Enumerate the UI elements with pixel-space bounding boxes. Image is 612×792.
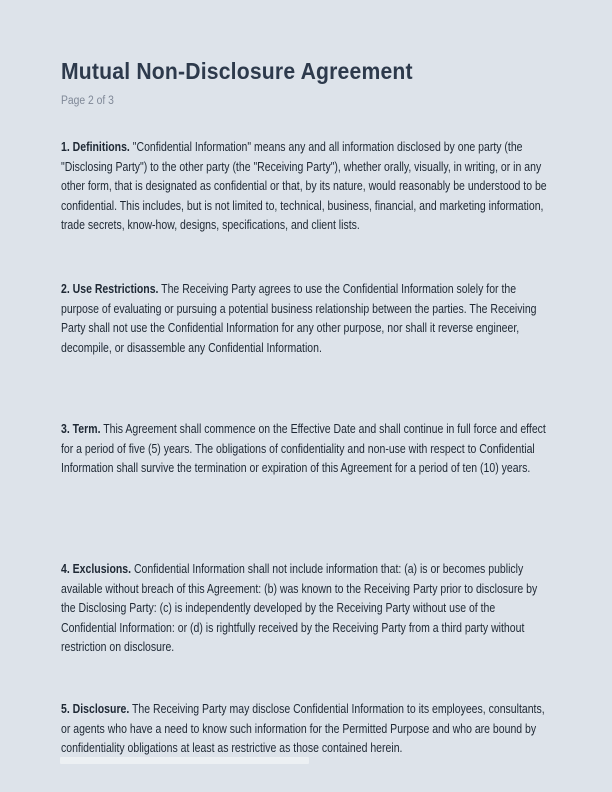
page-number-label: Page 2 of 3 <box>61 95 114 107</box>
section-use-restrictions-body: The Receiving Party agrees to use the Confidential Information solely for the purpose of evaluating or pursuing a potential business relationship between the parties. The Receiving Party shall not use the Confidential Information for any other purpose, nor shall it reverse engineer, decompile, or disassemble any Confidential Information. <box>61 282 537 355</box>
section-exclusions-heading: 4. Exclusions. <box>61 562 132 576</box>
section-exclusions-paragraph <box>61 560 552 658</box>
section-definitions <box>61 138 552 236</box>
section-use-restrictions-heading: 2. Use Restrictions. <box>61 282 159 296</box>
section-exclusions-body: Confidential Information shall not include information that: (a) is or becomes publicly available without breach of this Agreement: (b) was known to the Receiving Party prior to disclosure by the Disclosing Party: (c) is independently developed by the Receiving Party without use of the Confidential Information: or (d) is rightfully received by the Receiving Party from a third party without restriction on disclosure. <box>61 562 538 654</box>
faint-highlight <box>60 757 309 764</box>
page-title: Mutual Non-Disclosure Agreement <box>61 58 413 84</box>
section-definitions-paragraph <box>61 138 552 236</box>
section-disclosure <box>61 700 552 759</box>
section-disclosure-body: The Receiving Party may disclose Confidential Information to its employees, consultants, or agents who have a need to know such information for the Permitted Purpose and who are bound by confidentiality obligations at least as restrictive as those contained herein. <box>61 702 545 755</box>
section-disclosure-paragraph <box>61 700 552 759</box>
section-term-body: This Agreement shall commence on the Effective Date and shall continue in full force and effect for a period of five (5) years. The obligations of confidentiality and non-use with respect to Confidential Information shall survive the termination or expiration of this Agreement for a period of ten (10) years. <box>61 422 546 475</box>
section-use-restrictions-paragraph <box>61 280 552 358</box>
section-term-heading: 3. Term. <box>61 422 101 436</box>
section-definitions-body: "Confidential Information" means any and all information disclosed by one party (the "Disclosing Party") to the other party (the "Receiving Party"), whether orally, visually, in writing, or in any other form, that is designated as confidential or that, by its nature, would reasonably be understood to be confidential. This includes, but is not limited to, technical, business, financial, and marketing information, trade secrets, know-how, designs, specifications, and client lists. <box>61 140 547 232</box>
section-term-paragraph <box>61 420 552 479</box>
section-definitions-heading: 1. Definitions. <box>61 140 130 154</box>
section-exclusions <box>61 560 552 658</box>
section-term <box>61 420 552 479</box>
section-use-restrictions <box>61 280 552 358</box>
section-disclosure-heading: 5. Disclosure. <box>61 702 130 716</box>
